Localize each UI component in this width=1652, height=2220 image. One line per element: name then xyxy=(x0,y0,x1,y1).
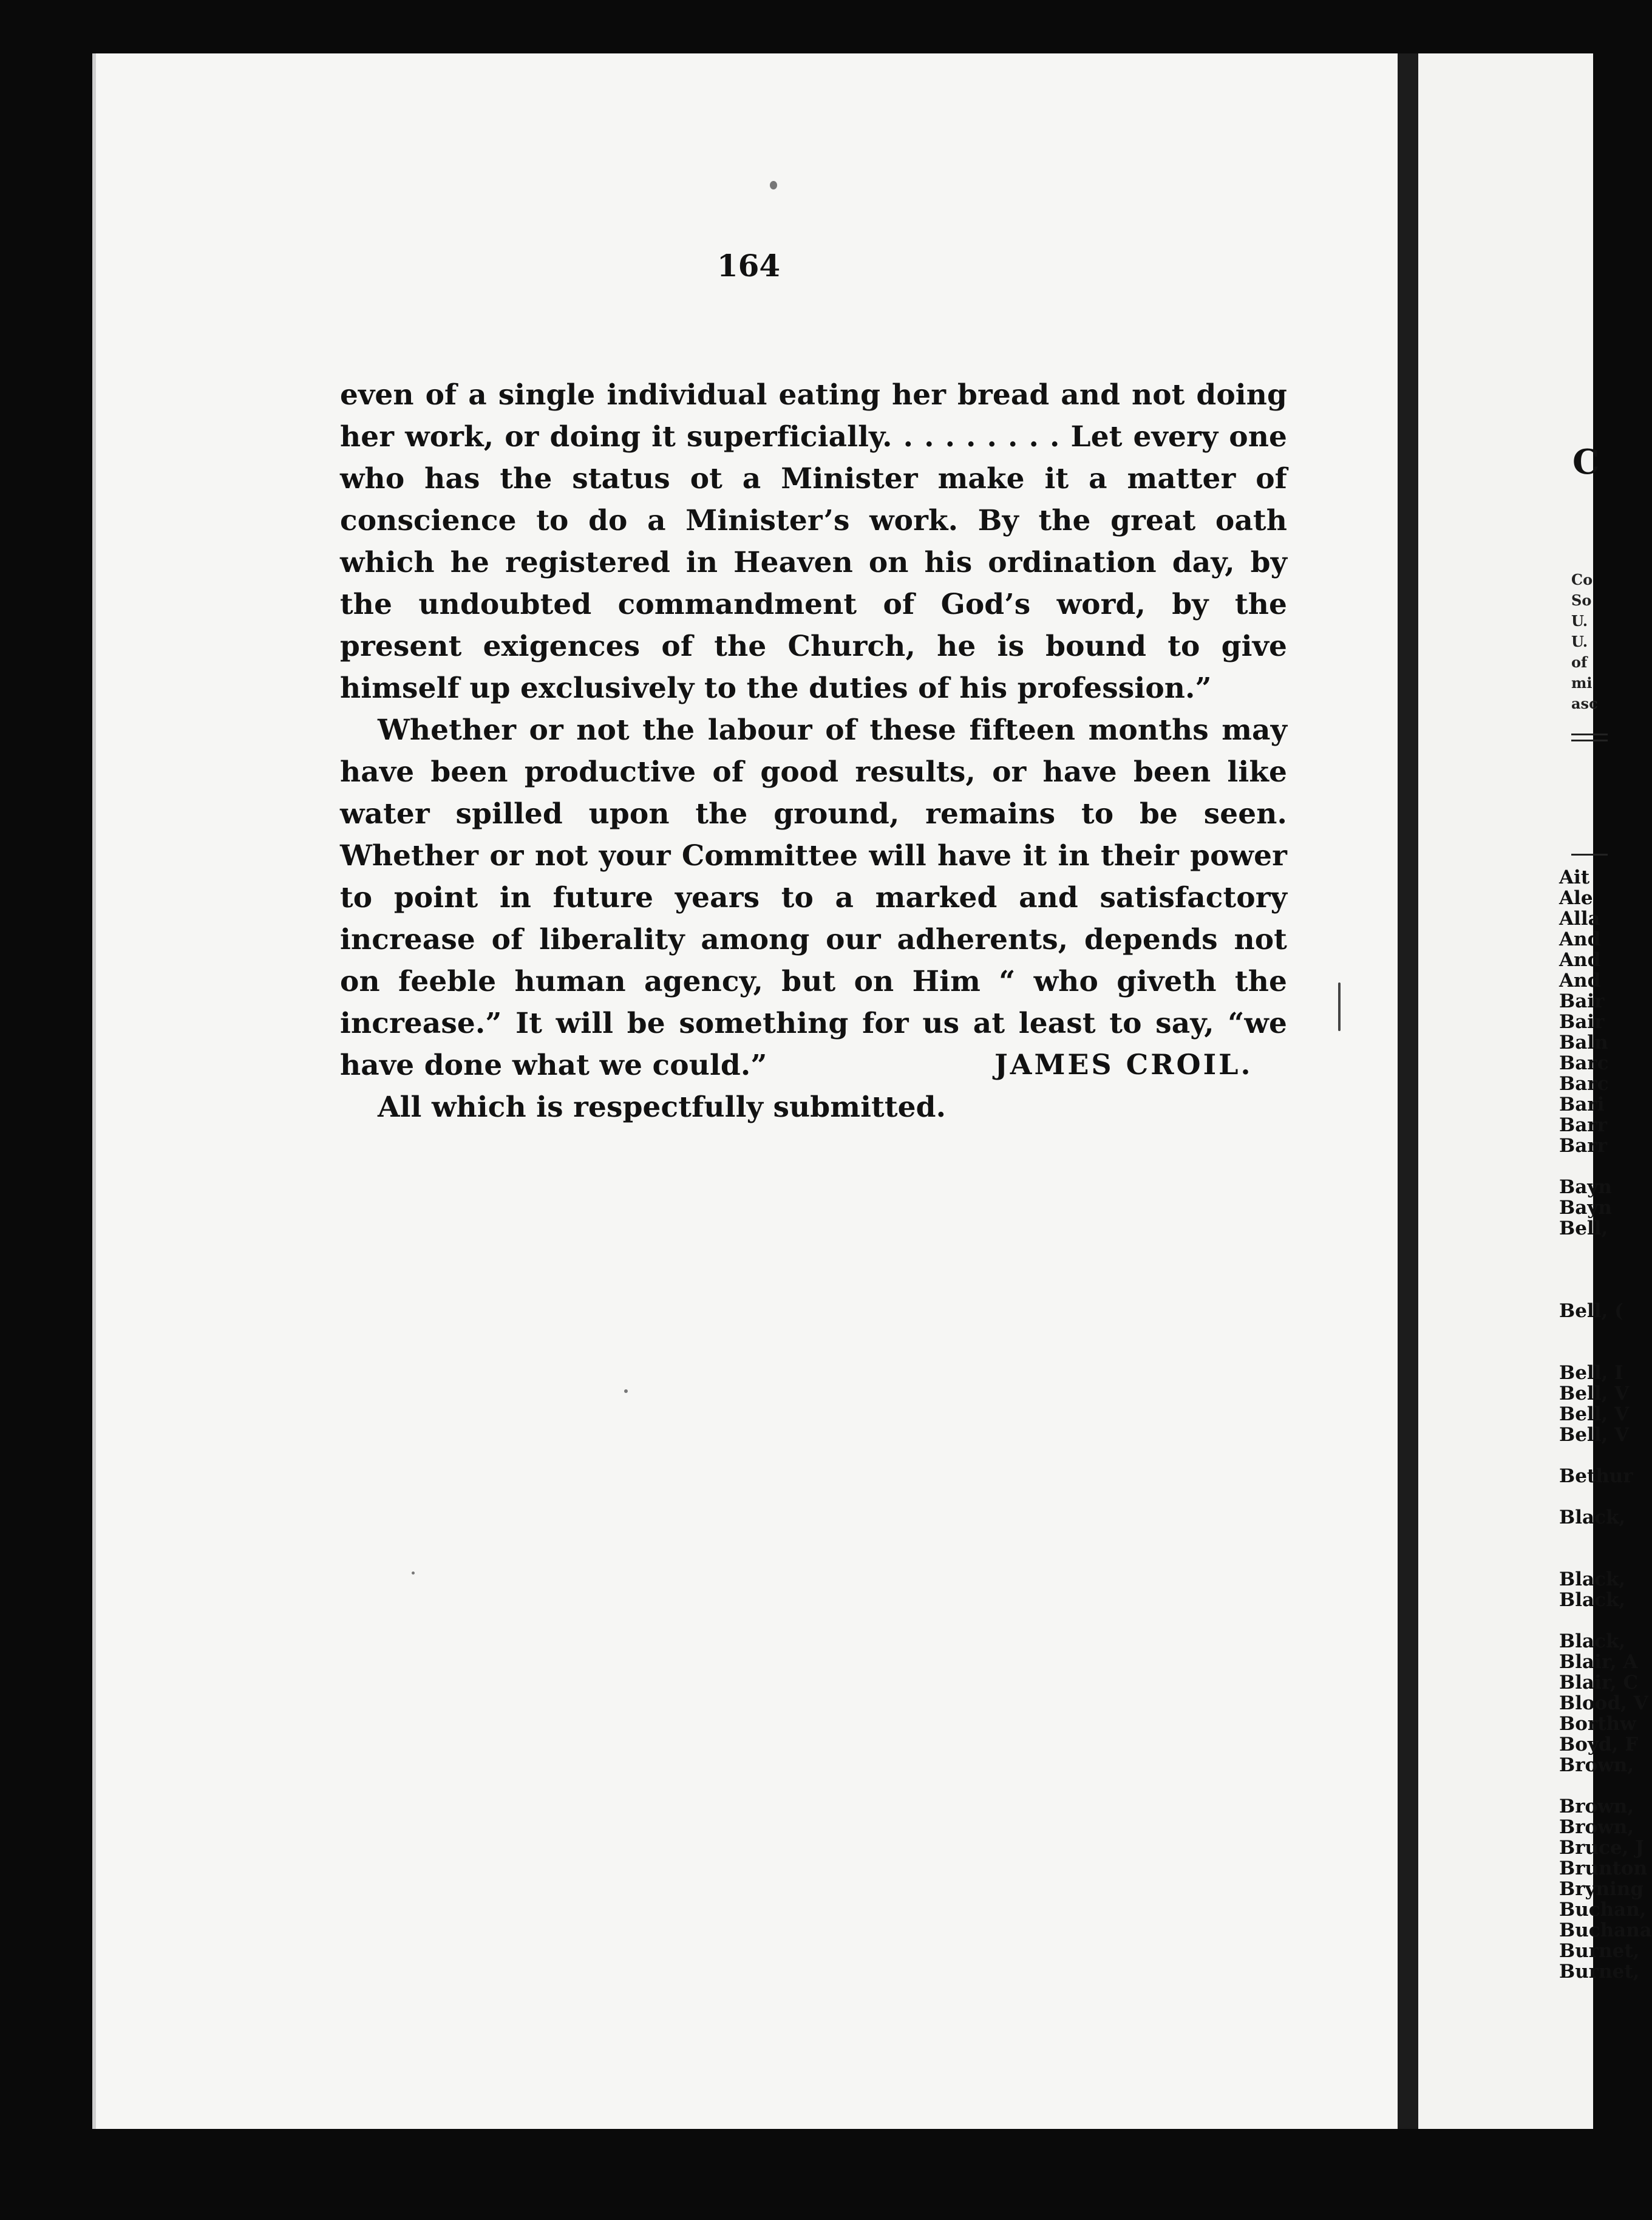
name-entry: Buchana xyxy=(1559,1919,1652,1941)
divider xyxy=(1571,854,1608,856)
name-entry: Blair, A xyxy=(1559,1651,1638,1673)
name-entry: Barc xyxy=(1559,1052,1609,1074)
adjacent-note xyxy=(1571,570,1598,714)
adjacent-heading: C xyxy=(1572,442,1600,482)
name-entry: Bari xyxy=(1559,1094,1605,1115)
adjacent-page xyxy=(1418,53,1652,2129)
name-entry xyxy=(1559,1486,1652,1507)
name-entry: Brown, xyxy=(1559,1754,1634,1776)
name-entry xyxy=(1559,1548,1652,1569)
name-entry: Bair xyxy=(1559,990,1605,1012)
name-entry: Borthw xyxy=(1559,1713,1636,1735)
name-entry: Brunton xyxy=(1559,1857,1648,1879)
name-entry: Burnet, xyxy=(1559,1940,1640,1962)
paper-speck xyxy=(624,1389,628,1393)
name-entry: Barr xyxy=(1559,1114,1607,1136)
name-entry: Bryning xyxy=(1559,1878,1644,1900)
name-entry: Barc xyxy=(1559,1073,1609,1095)
left-page xyxy=(92,53,1401,2129)
name-entry xyxy=(1559,1528,1652,1548)
name-entry: Ait xyxy=(1559,867,1590,888)
name-entry: Boyd, F xyxy=(1559,1734,1639,1755)
name-entry: Blood, V xyxy=(1559,1692,1648,1714)
name-entry xyxy=(1559,1776,1652,1796)
name-entry: Burnet, xyxy=(1559,1961,1640,1983)
note-line: U. xyxy=(1571,633,1588,650)
name-entry: Black, xyxy=(1559,1507,1626,1528)
name-entry: Ale xyxy=(1559,887,1593,909)
name-entry: Bell, V xyxy=(1559,1383,1630,1405)
paragraph: even of a single individual eating her bread and not doing her work, or doing it superficially. . . . . . . . . Let every one who has the status ot a Minister make it a matter of conscience to do a Minister’s work. By the great oath which he registered in Heaven on his ordination day, by the undoubted commandment of God’s word, by the present exigences of the Church, he is bound to give himself up exclusively to the duties of his profession.” xyxy=(340,378,1287,705)
name-entry: Black, xyxy=(1559,1630,1626,1652)
name-entry xyxy=(1559,1321,1652,1342)
name-entry xyxy=(1559,1445,1652,1466)
name-entry: Baln xyxy=(1559,1032,1608,1054)
paper-speck xyxy=(412,1571,415,1575)
name-entry: Bethur xyxy=(1559,1465,1633,1487)
name-entry xyxy=(1559,1156,1652,1177)
note-line: of xyxy=(1571,653,1588,671)
paragraph: All which is respectfully submitted. xyxy=(378,1091,947,1124)
name-entry: And xyxy=(1559,970,1601,992)
paper-speck xyxy=(770,181,777,189)
name-entry xyxy=(1559,1342,1652,1363)
name-entry: Black, xyxy=(1559,1568,1626,1590)
name-entry xyxy=(1559,1280,1652,1301)
name-entry: Brown, xyxy=(1559,1796,1634,1817)
name-entry: And xyxy=(1559,949,1601,971)
name-entry: Alla xyxy=(1559,908,1600,930)
note-line: asc xyxy=(1571,695,1598,712)
name-entry: Blair, C xyxy=(1559,1672,1639,1694)
name-entry: Barr xyxy=(1559,1135,1607,1157)
page-number: 164 xyxy=(716,248,781,284)
name-entry: Bell, V xyxy=(1559,1424,1630,1446)
report-text xyxy=(340,374,1287,1128)
name-entry: Bair xyxy=(1559,1011,1605,1033)
ink-mark xyxy=(1338,982,1341,1031)
name-entry: Bruce, J xyxy=(1559,1837,1644,1859)
note-line: So xyxy=(1571,591,1592,609)
note-line: mi xyxy=(1571,674,1593,692)
name-entry: Brown, xyxy=(1559,1816,1634,1838)
note-line: Co xyxy=(1571,571,1593,588)
signature: JAMES CROIL. xyxy=(994,1048,1253,1081)
name-entry: Bell, xyxy=(1559,1217,1608,1239)
name-entry xyxy=(1559,1610,1652,1631)
name-entry xyxy=(1559,1259,1652,1280)
names-list xyxy=(1559,867,1652,1982)
name-entry: Bayn xyxy=(1559,1197,1612,1219)
name-entry: Bayn xyxy=(1559,1176,1612,1198)
book-spine xyxy=(1398,53,1418,2129)
divider xyxy=(1571,734,1608,735)
name-entry: Bell, V xyxy=(1559,1403,1630,1425)
paragraph: Whether or not the labour of these fifteen months may have been productive of good results, or have been like water spilled upon the ground, remains to be seen. Whether or not your Committee will have it in their power to point in future years to a marked and satisfactory increase of liberality among our adherents, depends not on feeble human agency, but on Him “ who giveth the increase.” It will be something for us at least to say, “we have done what we could.” xyxy=(340,713,1287,1082)
name-entry xyxy=(1559,1239,1652,1259)
note-line: U. xyxy=(1571,612,1588,630)
name-entry: Buchan, xyxy=(1559,1899,1647,1921)
name-entry: Black, xyxy=(1559,1589,1626,1611)
name-entry: And xyxy=(1559,928,1601,950)
divider xyxy=(1571,740,1608,741)
name-entry: Bell, I xyxy=(1559,1362,1623,1384)
name-entry: Bell, ( xyxy=(1559,1300,1623,1322)
